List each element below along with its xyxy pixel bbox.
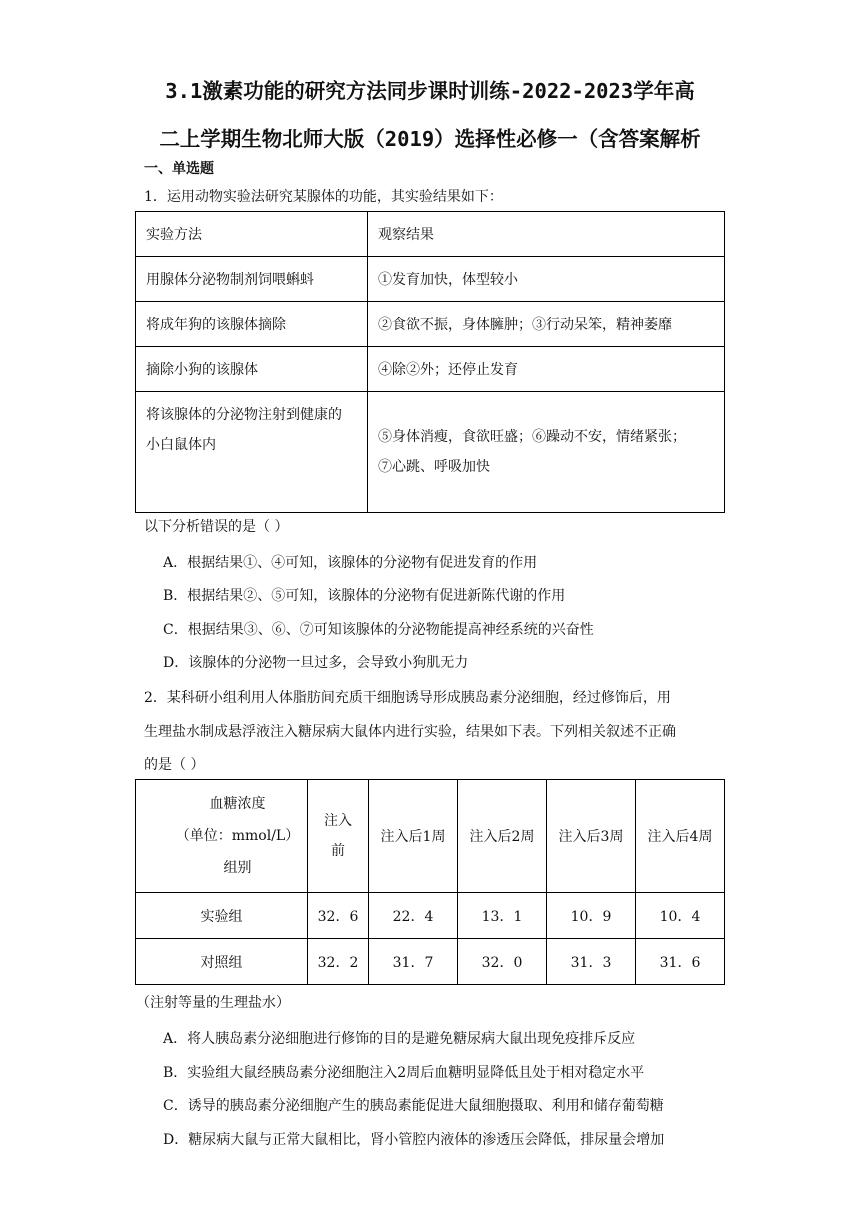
cell-value: 31．7 bbox=[369, 939, 458, 985]
question-2-stem-line-1: 2．某科研小组利用人体脂肪间充质干细胞诱导形成胰岛素分泌细胞，经过修饰后，用 bbox=[144, 690, 671, 706]
cell-method: 摘除小狗的该腺体 bbox=[136, 347, 368, 392]
cell-group: 对照组 bbox=[136, 939, 308, 985]
question-1-option-a: A．根据结果①、④可知，该腺体的分泌物有促进发育的作用 bbox=[163, 555, 538, 571]
cell-value: 31．3 bbox=[547, 939, 636, 985]
header-corner bbox=[136, 780, 308, 893]
question-1-prompt: 以下分析错误的是（ ） bbox=[144, 519, 289, 535]
cell-result: ②食欲不振，身体臃肿；③行动呆笨，精神萎靡 bbox=[368, 302, 725, 347]
cell-result: ④除②外；还停止发育 bbox=[368, 347, 725, 392]
header-week-4: 注入后4周 bbox=[636, 780, 725, 893]
cell-value: 13．1 bbox=[458, 893, 547, 939]
table-row bbox=[136, 392, 725, 513]
question-2-note: （注射等量的生理盐水） bbox=[136, 995, 290, 1011]
cell-value: 10．4 bbox=[636, 893, 725, 939]
question-2-table bbox=[135, 779, 725, 985]
header-pre-injection bbox=[308, 780, 369, 893]
table-row bbox=[136, 257, 725, 302]
cell-method-line-1: 将该腺体的分泌物注射到健康的 bbox=[146, 407, 342, 423]
header-pre-line-2: 前 bbox=[331, 843, 345, 859]
cell-value: 32．6 bbox=[308, 893, 369, 939]
question-1-option-c: C．根据结果③、⑥、⑦可知该腺体的分泌物能提高神经系统的兴奋性 bbox=[163, 622, 594, 638]
table-row bbox=[136, 347, 725, 392]
cell-result-line-1: ⑤身体消瘦，食欲旺盛；⑥躁动不安，情绪紧张； bbox=[378, 429, 686, 445]
document-title-line-1: 3.1激素功能的研究方法同步课时训练-2022-2023学年高 bbox=[165, 79, 695, 103]
header-method: 实验方法 bbox=[136, 212, 368, 257]
cell-value: 22．4 bbox=[369, 893, 458, 939]
table-header-row bbox=[136, 212, 725, 257]
cell-value: 31．6 bbox=[636, 939, 725, 985]
question-1-option-b: B．根据结果②、⑤可知，该腺体的分泌物有促进新陈代谢的作用 bbox=[163, 588, 566, 604]
table-row bbox=[136, 302, 725, 347]
table-row bbox=[136, 939, 725, 985]
corner-line-3: 组别 bbox=[223, 860, 252, 876]
header-week-1: 注入后1周 bbox=[369, 780, 458, 893]
header-pre-line-1: 注入 bbox=[324, 813, 352, 829]
cell-group: 实验组 bbox=[136, 893, 308, 939]
cell-result-line-2: ⑦心跳、呼吸加快 bbox=[378, 459, 490, 475]
question-2-option-b: B．实验组大鼠经胰岛素分泌细胞注入2周后血糖明显降低且处于相对稳定水平 bbox=[163, 1065, 645, 1081]
corner-line-2: （单位：mmol/L） bbox=[175, 828, 300, 844]
cell-value: 10．9 bbox=[547, 893, 636, 939]
corner-line-1: 血糖浓度 bbox=[209, 796, 266, 812]
section-heading: 一、单选题 bbox=[144, 161, 214, 177]
cell-value: 32．2 bbox=[308, 939, 369, 985]
table-header-row bbox=[136, 780, 725, 893]
header-week-3: 注入后3周 bbox=[547, 780, 636, 893]
header-result: 观察结果 bbox=[368, 212, 725, 257]
question-1-stem: 1．运用动物实验法研究某腺体的功能，其实验结果如下： bbox=[144, 189, 503, 205]
question-1-option-d: D．该腺体的分泌物一旦过多，会导致小狗肌无力 bbox=[163, 655, 469, 671]
cell-method-line-2: 小白鼠体内 bbox=[146, 437, 216, 453]
question-2-stem-line-3: 的是（ ） bbox=[144, 757, 205, 773]
cell-result: ①发育加快，体型较小 bbox=[368, 257, 725, 302]
document-title-line-2: 二上学期生物北师大版（2019）选择性必修一（含答案解析 bbox=[159, 127, 701, 151]
cell-value: 32．0 bbox=[458, 939, 547, 985]
table-row bbox=[136, 893, 725, 939]
question-2-option-d: D．糖尿病大鼠与正常大鼠相比，肾小管腔内液体的渗透压会降低，排尿量会增加 bbox=[163, 1132, 665, 1148]
question-2-stem-line-2: 生理盐水制成悬浮液注入糖尿病大鼠体内进行实验，结果如下表。下列相关叙述不正确 bbox=[144, 724, 676, 740]
cell-method: 用腺体分泌物制剂饲喂蝌蚪 bbox=[136, 257, 368, 302]
cell-result bbox=[368, 392, 725, 513]
question-2-option-c: C．诱导的胰岛素分泌细胞产生的胰岛素能促进大鼠细胞摄取、利用和储存葡萄糖 bbox=[163, 1098, 664, 1114]
question-1-table bbox=[135, 211, 725, 513]
cell-method: 将成年狗的该腺体摘除 bbox=[136, 302, 368, 347]
question-2-option-a: A．将人胰岛素分泌细胞进行修饰的目的是避免糖尿病大鼠出现免疫排斥反应 bbox=[163, 1031, 636, 1047]
cell-method bbox=[136, 392, 368, 513]
header-week-2: 注入后2周 bbox=[458, 780, 547, 893]
